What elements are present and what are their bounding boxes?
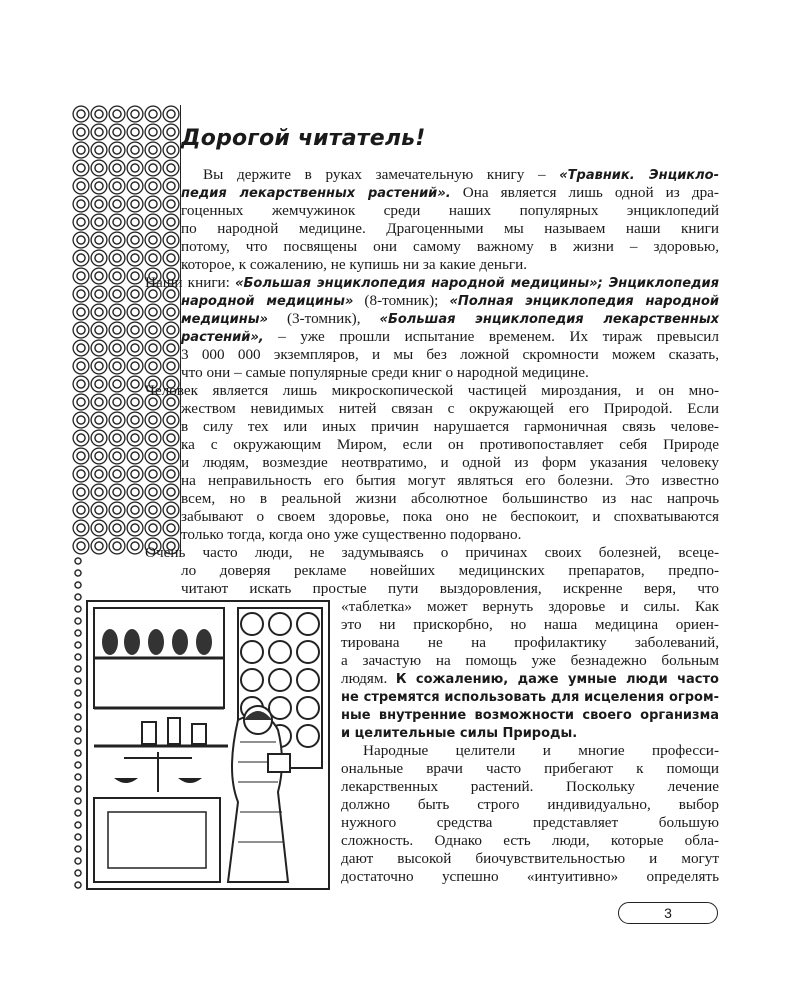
text-line [181,526,719,544]
text-run: Она является лишь одной из дра- [450,184,719,201]
text-run: медицины» [181,312,268,327]
apothecary-illustration [86,600,330,890]
text-line [341,850,719,868]
text-line [181,328,719,347]
text-run: 3 000 000 экземпляров, и мы без ложной скромности можем сказать, [181,346,719,363]
text-line [181,292,719,311]
text-run: гоценных жемчужинок среди наших популярных энциклопедий [181,202,719,219]
text-line [363,742,719,760]
text-line [181,418,719,436]
page-number: 3 [618,902,718,924]
text-run: лекарственных растений. Поскольку лечение [341,778,719,795]
text-run: нужного средства представляет большую [341,814,719,831]
text-line [181,364,719,382]
text-line [341,724,719,743]
text-line [145,544,719,562]
text-line [181,400,719,418]
text-run: педия лекарственных растений». [181,186,451,201]
text-run: «Большая энциклопедия лекарственных [379,312,719,327]
text-line [181,184,719,203]
text-line [341,832,719,850]
text-run: «Травник. Энцикло- [559,168,719,183]
text-run: «таблетка» может вернуть здоровье и силы. Как [341,598,719,615]
text-run: сложность. Однако есть люди, которые обла- [341,832,719,849]
decorative-border-top [72,105,181,555]
text-line [341,706,719,725]
text-run: (8-томник); [353,292,450,309]
text-line [145,382,719,400]
text-line [341,616,719,634]
text-line [341,688,719,707]
text-run: ные внутренние возможности своего организма [341,708,719,723]
text-run: народной медицины» [181,294,354,309]
text-run: людям. [341,670,396,687]
page-heading: Дорогой читатель! [181,126,426,151]
text-run: должно быть строго индивидуально, выбор [341,796,719,813]
decorative-border-bottom [72,555,84,892]
text-line [341,814,719,832]
text-run: которое, к сожалению, не купишь ни за какие деньги. [181,256,528,273]
text-line [181,508,719,526]
illustration-svg [88,602,328,888]
text-line [181,472,719,490]
text-line [203,166,719,185]
text-line [341,796,719,814]
text-run: в силу тех или иных причин нарушается гармоничная связь челове- [181,418,719,435]
text-run: дают высокой биочувствительностью и могут [341,850,719,867]
text-run: всем, но в реальной жизни абсолютное большинство из нас напрочь [181,490,719,507]
text-run: Народные целители и многие професси- [363,742,719,759]
text-run: тирована не на профилактику заболеваний, [341,634,719,651]
text-run: потому, что посвящены они самому важному в жизни – здоровью, [181,238,719,255]
text-run: и людям, возмездие неотвратимо, и одной из форм указания человеку [181,454,719,471]
text-line [341,778,719,796]
text-run: К сожалению, даже умные люди часто [395,672,719,687]
text-line [145,274,719,293]
text-run: ло доверяя рекламе новейших медицинских препаратов, предпо- [181,562,719,579]
text-run: это ни прискорбно, но наша медицина ориен- [341,616,719,633]
text-run: а зачастую на помощь уже безнадежно больным [341,652,719,669]
text-run: Человек является лишь микроскопической частицей мироздания, и он мно- [145,382,719,399]
text-run: «Полная энциклопедия народной [449,294,719,309]
text-run: по народной медицине. Драгоценными мы называем наши книги [181,220,719,237]
text-run: Вы держите в руках замечательную книгу – [203,166,560,183]
text-run: читают искать простые пути выздоровления, искренне веря, что [181,580,719,597]
text-line [181,346,719,364]
text-run: и целительные силы Природы. [341,726,578,741]
text-run: ка с окружающим Миром, если он противопоставляет себя Природе [181,436,719,453]
text-line [341,760,719,778]
text-line [341,868,719,886]
text-run: Наши книги: [145,274,236,291]
text-run: на неправильность его бытия могут являться его болезни. Это известно [181,472,719,489]
text-run: «Большая энциклопедия народной медицины»; Энциклопедия [235,276,720,291]
text-line [181,454,719,472]
text-line [181,562,719,580]
text-line [181,580,719,598]
text-line [341,652,719,670]
text-line [181,436,719,454]
text-line [181,220,719,238]
text-line [181,202,719,220]
text-run: ональные врачи часто прибегают к помощи [341,760,719,777]
text-run: жеством невидимых нитей связан с окружающей его Природой. Если [181,400,719,417]
text-line [341,598,719,616]
text-run: достаточно успешно «интуитивно» определять [341,868,719,885]
text-line [341,634,719,652]
text-run: только тогда, когда оно уже существенно подорвано. [181,526,522,543]
text-run: растений», [181,330,264,345]
text-run: Очень часто люди, не задумываясь о причинах своих болезней, всеце- [145,544,719,561]
text-line [341,670,719,689]
text-run: не стремятся использовать для исцеления огром- [341,690,719,705]
text-line [181,490,719,508]
text-run: (3-томник), [267,310,380,327]
text-line [181,256,719,274]
text-line [181,238,719,256]
text-run: – уже прошли испытание временем. Их тираж превысил [263,328,719,345]
text-run: забывают о своем здоровье, пока оно не беспокоит, и спохватываются [181,508,719,525]
text-run: что они – самые популярные среди книг о народной медицине. [181,364,589,381]
text-line [181,310,719,329]
